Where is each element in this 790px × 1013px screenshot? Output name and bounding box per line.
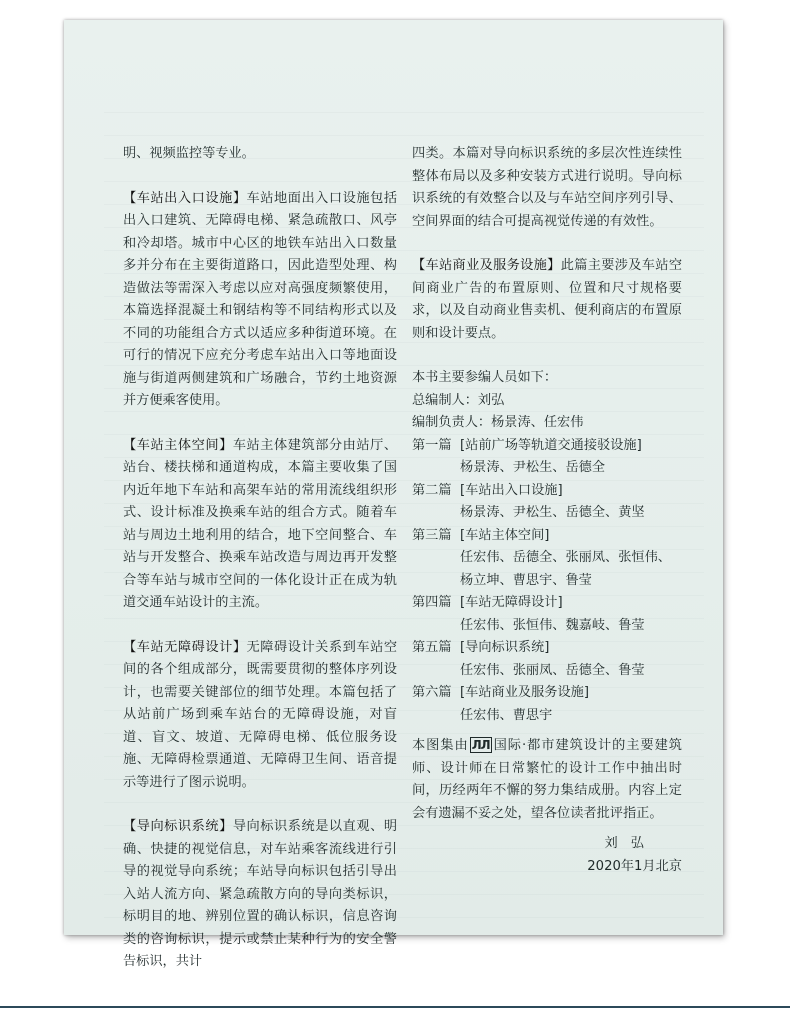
chapter-3-members-cont: 杨立坤、曹思宇、鲁莹 [460,572,592,588]
date-line: 2020年1月北京 [587,858,682,874]
section-accessibility [123,637,397,795]
right-column [412,143,682,878]
paragraph-intro-continuation: 明、视频监控等专业。 [123,146,255,161]
section-heading: 【车站商业及服务设施】 [412,258,561,273]
editors-in-charge: 编制负责人：杨景涛、任宏伟 [412,415,584,430]
closing-paragraph: 本图集由 ЛЛ 国际·都市建筑设计的主要建筑师、设计师在日常繁忙的设计工作中抽出时间，历经两年不懈的努力集结成册。内容上定会有遗漏不妥之处，望各位读者批评指正。 [412,738,682,821]
section-heading: 【车站出入口设施】 [123,190,247,206]
chapter-3-members: 任宏伟、岳德全、张丽凤、张恒伟、 [460,550,671,565]
section-body: 此篇主要涉及车站空间商业广告的布置原则、位置和尺寸规格要求，以及自动商业售卖机、便利商店的布置原则和设计要点。 [412,258,683,341]
left-column [123,143,397,974]
chapter-1-title: 第一篇 [站前广场等轨道交通接驳设施] [412,437,642,453]
section-main-space [123,435,397,615]
signature: 刘 弘 [604,836,644,851]
chapter-2-title: 第二篇 [车站出入口设施] [412,482,563,498]
chapter-3-title: 第三篇 [车站主体空间] [412,527,550,543]
document-page [64,20,723,969]
chapter-2-members: 杨景涛、尹松生、岳德全、黄坚 [460,505,645,520]
credits-intro: 本书主要参编人员如下： [412,370,558,385]
chapter-6-members: 任宏伟、曹思宇 [460,707,553,723]
editor-credits [412,367,682,878]
section-heading: 【车站主体空间】 [123,437,233,453]
chapter-4-members: 任宏伟、张恒伟、魏嘉岐、鲁莹 [460,617,645,633]
section-body: 导向标识系统是以直观、明确、快捷的视觉信息，对车站乘客流线进行引导的视觉导向系统；车站导向标识包括引导出入站人流方向、紧急疏散方向的导向类标识，标明目的地、辨别位置的确认标识，信息咨询类的咨询标识，提示或禁止某种行为的安全警告标识，共计 [123,819,398,969]
chapter-6-title: 第六篇 [车站商业及服务设施] [412,685,589,700]
paragraph-signage-continuation: 四类。本篇对导向标识系统的多层次性连续性整体布局以及多种安装方式进行说明。导向标识系统的有效整合以及与车站空间序列引导、空间界面的结合可提高视觉传递的有效性。 [412,146,682,229]
chapter-1-members: 杨景涛、尹松生、岳德全 [460,460,606,475]
section-commercial [412,255,682,345]
section-heading: 【导向标识系统】 [123,819,233,834]
section-signage [123,816,397,974]
section-entrance-facilities [123,188,397,413]
chapter-5-members: 任宏伟、张丽凤、岳德全、鲁莹 [460,662,645,678]
chapter-4-title: 第四篇 [车站无障碍设计] [412,595,563,610]
section-body: 车站地面出入口设施包括出入口建筑、无障碍电梯、紧急疏散口、风亭和冷却塔。城市中心区的地铁车站出入口数量多并分布在主要街道路口，因此造型处理、构造做法等需深入考虑以应对高强度频繁使用，本篇选择混凝土和钢结构等不同结构形式以及不同的功能组合方式以适应多种街道环境。在可行的情况下应充分考虑车站出入口等地面设施与街道两侧建筑和广场融合，节约土地资源并方便乘客使用。 [123,190,398,408]
section-body: 车站主体建筑部分由站厅、站台、楼扶梯和通道构成，本篇主要收集了国内近年地下车站和高架车站的常用流线组织形式、设计标准及换乘车站的组合方式。随着车站与周边土地利用的结合，地下空间整合、车站与开发整合、换乘车站改造与周边再开发整合等车站与城市空间的一体化设计正在成为轨道交通车站设计的主流。 [123,437,398,610]
section-heading: 【车站无障碍设计】 [123,639,247,655]
chapter-5-title: 第五篇 [导向标识系统] [412,640,550,655]
section-body: 无障碍设计关系到车站空间的各个组成部分，既需要贯彻的整体序列设计，也需要关键部位的细节处理。本篇包括了从站前广场到乘车站台的无障碍设施，对盲道、盲文、坡道、无障碍电梯、低位服务设施、无障碍检票通道、无障碍卫生间、语音提示等进行了图示说明。 [123,639,398,790]
company-logo-icon: ЛЛ [471,738,490,752]
chief-editor: 总编制人：刘弘 [412,392,505,408]
bottom-divider [0,1006,790,1008]
